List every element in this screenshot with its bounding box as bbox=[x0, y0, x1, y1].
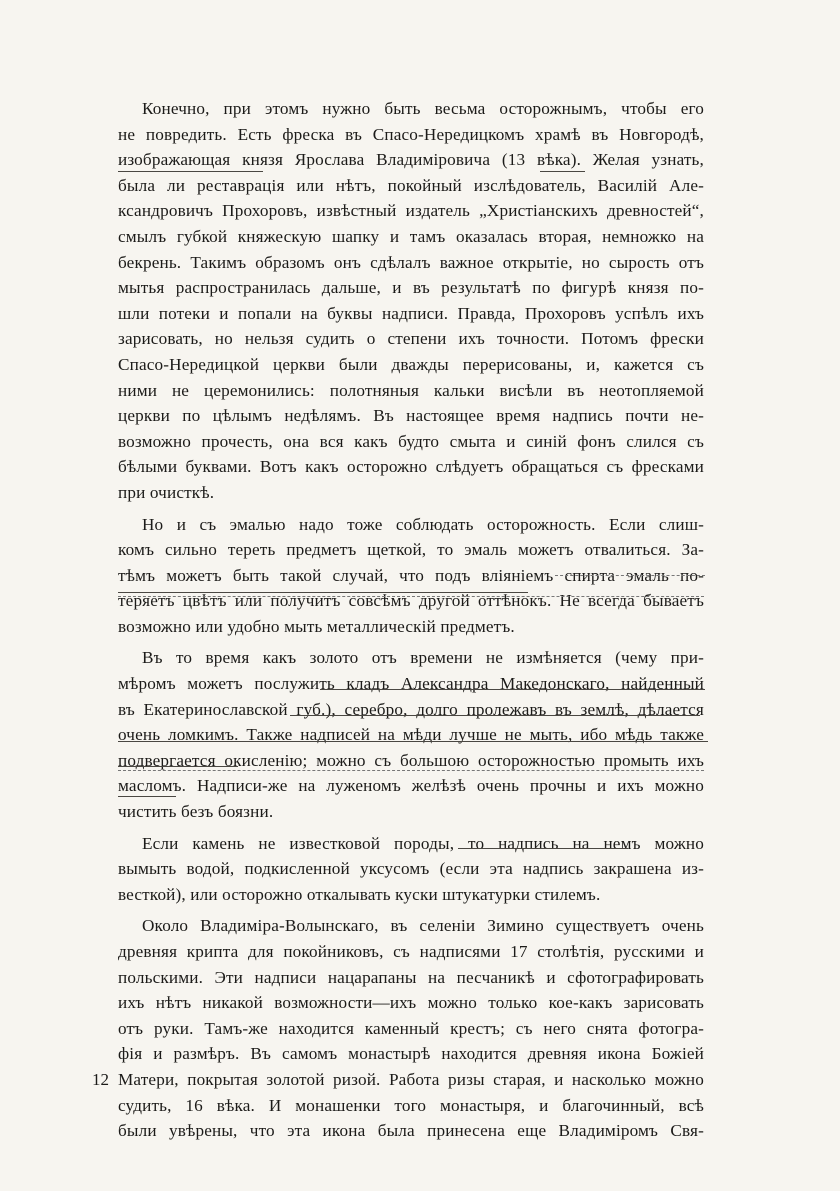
pencil-underline bbox=[320, 689, 705, 690]
text-line: возможно или удобно мыть металлическiй предметъ. bbox=[118, 616, 515, 636]
text-line: въ Екатеринославской губ.), серебро, долго пролежавъ въ землѣ, дѣлается bbox=[118, 699, 704, 719]
text-line: мытья распространилась дальше, и въ результатѣ по фигурѣ князя по- bbox=[118, 278, 704, 298]
pencil-underline bbox=[118, 171, 263, 172]
text-line: отъ руки. Тамъ-же находится каменный крестъ; съ него снята фотогра- bbox=[118, 1018, 704, 1038]
text-line: чистить безъ боязни. bbox=[118, 802, 274, 822]
pencil-underline bbox=[290, 715, 700, 716]
pencil-underline bbox=[118, 796, 176, 797]
text-line: очень ломкимъ. Также надписей на мѣди лучше не мыть, ибо мѣдь также bbox=[118, 725, 704, 745]
text-line: мѣромъ можетъ послужить кладъ Александра Македонскаго, найденный bbox=[118, 674, 704, 694]
text-line: возможно прочесть, она вся какъ будто смыта и синiй фонъ слился съ bbox=[118, 431, 704, 451]
pencil-underline bbox=[118, 766, 238, 767]
text-line: шли потеки и попали на буквы надписи. Правда, Прохоровъ успѣлъ ихъ bbox=[118, 303, 704, 323]
pencil-dashed-line bbox=[118, 770, 704, 771]
text-line: изображающая князя Ярослава Владимiровича (13 вѣка). Желая узнать, bbox=[118, 150, 704, 170]
text-line: Около Владимiра-Волынскаго, въ селенiи Зимино существуетъ очень bbox=[142, 916, 704, 936]
text-line: была ли реставрацiя или нѣтъ, покойный изслѣдователь, Василiй Але- bbox=[118, 175, 704, 195]
text-line: зарисовать, но нельзя судить о степени ихъ точности. Потомъ фрески bbox=[118, 329, 704, 349]
body-text bbox=[118, 96, 704, 1144]
text-line: ними не церемонились: полотняныя кальки висѣли въ неотопляемой bbox=[118, 380, 704, 400]
text-line: при очисткѣ. bbox=[118, 482, 215, 502]
text-line: были увѣрены, что эта икона была принесена еще Владимiромъ Свя- bbox=[118, 1121, 704, 1141]
text-line: Въ то время какъ золото отъ времени не измѣняется (чему при- bbox=[142, 648, 704, 668]
text-line: весткой), или осторожно откалывать куски штукатурки стилемъ. bbox=[118, 884, 601, 904]
text-line: ксандровичъ Прохоровъ, извѣстный издатель „Христiанскихъ древностей“, bbox=[118, 201, 704, 221]
paragraph bbox=[118, 913, 704, 1143]
text-line: комъ сильно тереть предметъ щеткой, то эмаль можетъ отвалиться. За- bbox=[118, 540, 704, 560]
text-line: теряетъ цвѣтъ или получитъ совсѣмъ другой оттѣнокъ. Не всегда бываетъ bbox=[118, 591, 704, 611]
text-line: ихъ нѣтъ никакой возможности—ихъ можно только кое-какъ зарисовать bbox=[118, 993, 704, 1013]
pencil-underline bbox=[118, 741, 708, 742]
pencil-dashed-line bbox=[555, 575, 705, 576]
text-line: масломъ. Надписи-же на луженомъ желѣзѣ очень прочны и ихъ можно bbox=[118, 776, 704, 796]
paragraph bbox=[118, 831, 704, 908]
paragraph bbox=[118, 96, 704, 506]
pencil-underline bbox=[118, 592, 528, 593]
text-line: церкви по цѣлымъ недѣлямъ. Въ настоящее время надпись почти не- bbox=[118, 406, 704, 426]
text-line: не повредить. Есть фреска въ Спасо-Нередицкомъ храмѣ въ Новгородѣ, bbox=[118, 124, 704, 144]
text-line: польскими. Эти надписи нацарапаны на песчаникѣ и сфотографировать bbox=[118, 967, 704, 987]
text-line: вымыть водой, подкисленной уксусомъ (если эта надпись закрашена из- bbox=[118, 859, 704, 879]
text-line: смылъ губкой княжескую шапку и тамъ оказалась вторая, немножко на bbox=[118, 226, 704, 246]
pencil-underline bbox=[458, 848, 628, 849]
pencil-dashed-line bbox=[118, 596, 704, 597]
text-line: тѣмъ можетъ быть такой случай, что подъ влiянiемъ спирта эмаль по- bbox=[118, 565, 704, 585]
text-line: подвергается окисленiю; можно съ большою осторожностью промыть ихъ bbox=[118, 750, 704, 770]
text-line: Спасо-Нередицкой церкви были дважды перерисованы, и, кажется съ bbox=[118, 354, 704, 374]
text-line: судить, 16 вѣка. И монашенки того монастыря, и благочинный, всѣ bbox=[118, 1095, 704, 1115]
page-number: 12 bbox=[92, 1070, 109, 1089]
paragraph bbox=[118, 645, 704, 824]
text-line: Но и съ эмалью надо тоже соблюдать осторожность. Если слиш- bbox=[142, 514, 704, 534]
text-line: Конечно, при этомъ нужно быть весьма осторожнымъ, чтобы его bbox=[142, 99, 704, 118]
text-line: Если камень не известковой породы, то надпись на немъ можно bbox=[142, 833, 704, 853]
text-line: Матери, покрытая золотой ризой. Работа ризы старая, и насколько можно bbox=[118, 1069, 704, 1089]
text-line: бѣлыми буквами. Вотъ какъ осторожно слѣдуетъ обращаться съ фресками bbox=[118, 457, 704, 477]
text-line: фiя и размѣръ. Въ самомъ монастырѣ находится древняя икона Божiей bbox=[118, 1044, 704, 1064]
text-line: древняя крипта для покойниковъ, съ надписями 17 столѣтiя, русскими и bbox=[118, 942, 704, 961]
text-line: бекрень. Такимъ образомъ онъ сдѣлалъ важное открытiе, но сырость отъ bbox=[118, 252, 704, 272]
pencil-underline bbox=[540, 171, 585, 172]
